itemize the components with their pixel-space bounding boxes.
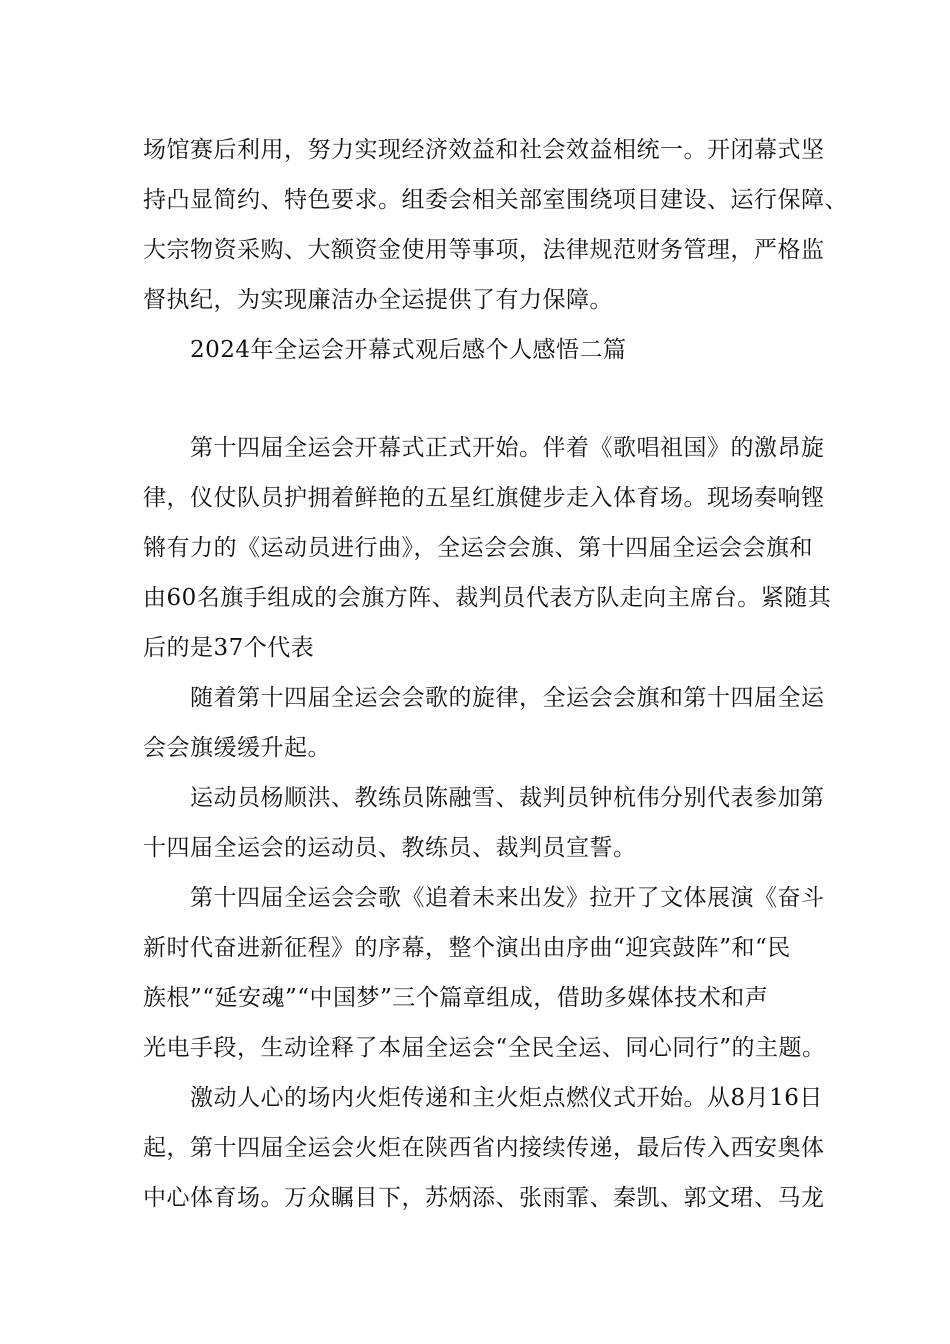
- text-line: 十四届全运会的运动员、教练员、裁判员宣誓。: [143, 835, 637, 861]
- text-line: 运动员杨顺洪、教练员陈融雪、裁判员钟杭伟分别代表参加第: [190, 785, 825, 811]
- text-line: 新时代奋进新征程》的序幕，整个演出由序曲“迎宾鼓阵”和“民: [143, 935, 791, 961]
- text-line: 随着第十四届全运会会歌的旋律，全运会会旗和第十四届全运: [190, 685, 825, 711]
- text-line: 族根”“延安魂”“中国梦”三个篇章组成，借助多媒体技术和声: [143, 985, 769, 1011]
- text-line: 会会旗缓缓升起。: [143, 735, 331, 761]
- text-line: 律，仪仗队员护拥着鲜艳的五星红旗健步走入体育场。现场奏响铿: [143, 485, 825, 511]
- text-line: 锵有力的《运动员进行曲》，全运会会旗、第十四届全运会会旗和: [143, 535, 813, 561]
- text-line: 大宗物资采购、大额资金使用等事项，法律规范财务管理，严格监: [143, 237, 825, 263]
- text-line: 第十四届全运会会歌《追着未来出发》拉开了文体展演《奋斗: [190, 885, 825, 911]
- text-line: 光电手段，生动诠释了本届全运会“全民全运、同心同行”的主题。: [143, 1035, 826, 1061]
- text-line: 中心体育场。万众瞩目下，苏炳添、张雨霏、秦凯、郭文珺、马龙: [143, 1185, 825, 1211]
- text-line: 激动人心的场内火炬传递和主火炬点燃仪式开始。从8月16日: [190, 1085, 823, 1111]
- text-line: 督执纪，为实现廉洁办全运提供了有力保障。: [143, 287, 613, 313]
- text-line: 由60名旗手组成的会旗方阵、裁判员代表方队走向主席台。紧随其: [143, 585, 832, 611]
- text-line: 场馆赛后利用，努力实现经济效益和社会效益相统一。开闭幕式坚: [143, 137, 825, 163]
- text-line: 持凸显简约、特色要求。组委会相关部室围绕项目建设、运行保障、: [143, 187, 848, 213]
- text-line: 后的是37个代表: [143, 635, 315, 661]
- section-title: 2024年全运会开幕式观后感个人感悟二篇: [190, 337, 627, 363]
- text-line: 起，第十四届全运会火炬在陕西省内接续传递，最后传入西安奥体: [143, 1135, 825, 1161]
- text-line: 第十四届全运会开幕式正式开始。伴着《歌唱祖国》的激昂旋: [190, 435, 825, 461]
